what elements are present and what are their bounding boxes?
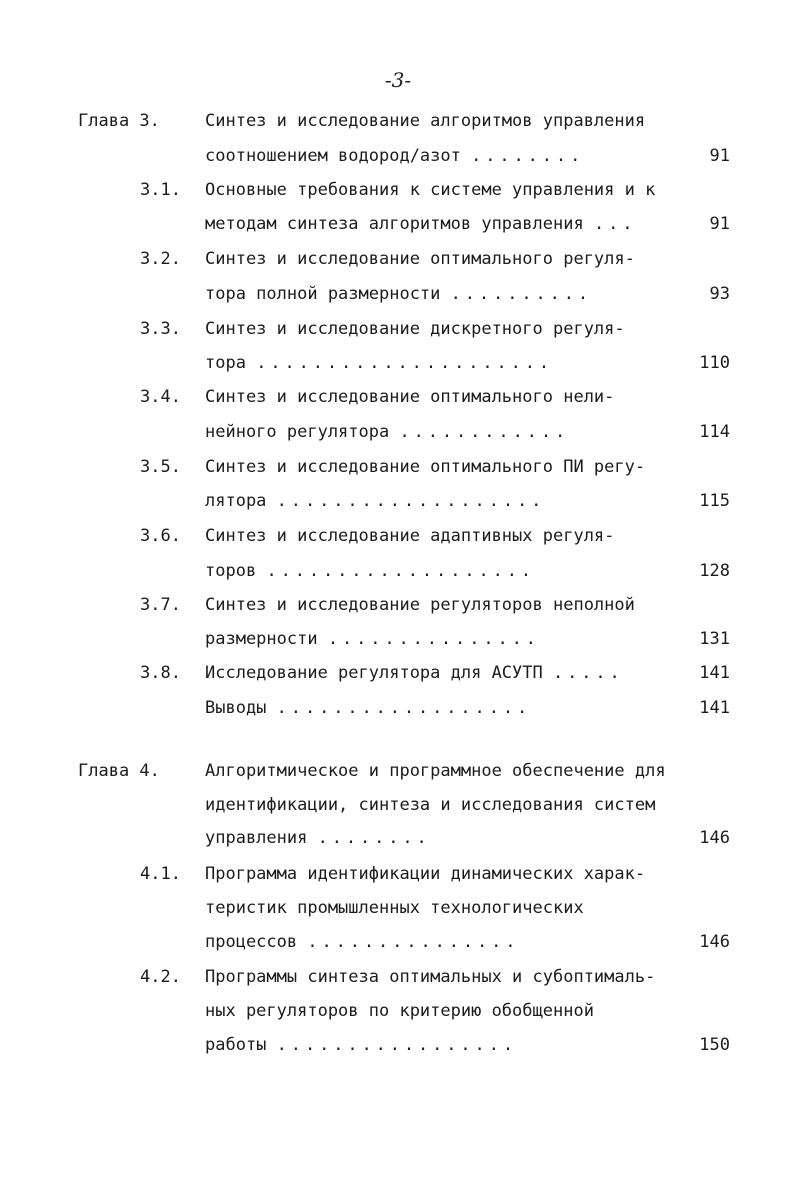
section-3-5-title-line2: лятора ................... [205, 491, 546, 511]
section-3-5-title-line1: Синтез и исследование оптимального ПИ регу- [205, 457, 646, 477]
page-number: -3- [384, 68, 412, 92]
section-4-1-number: 4.1. [140, 864, 181, 884]
section-3-7-title-line2: размерности ............... [205, 629, 540, 649]
section-3-4-number: 3.4. [140, 387, 181, 407]
section-3-1-page: 91 [709, 214, 730, 234]
section-4-1-title-line2: теристик промышленных технологических [205, 898, 584, 918]
chapter-3-title-line1: Синтез и исследование алгоритмов управления [205, 111, 646, 131]
chapter-3-label: Глава 3. [78, 111, 160, 131]
section-4-1-title-line1: Программа идентификации динамических харак- [205, 864, 646, 884]
chapter-3-title-line2: соотношением водород/азот ........ [205, 146, 585, 166]
conclusions-title: Выводы .................. [205, 698, 532, 718]
section-3-7-title-line1: Синтез и исследование регуляторов неполной [205, 595, 635, 615]
section-3-2-page: 93 [709, 284, 730, 304]
chapter-4-title-line3: управления ........ [205, 828, 431, 848]
section-3-4-title-line2: нейного регулятора ............ [205, 422, 570, 442]
chapter-4-title-line2: идентификации, синтеза и исследования систем [205, 795, 656, 815]
section-4-2-title-line3: работы ................. [205, 1035, 517, 1055]
section-3-1-title-line2: методам синтеза алгоритмов управления ... [205, 214, 637, 234]
section-3-3-page: 110 [699, 353, 730, 373]
section-3-4-page: 114 [699, 422, 730, 442]
section-3-6-title-line1: Синтез и исследование адаптивных регуля- [205, 526, 615, 546]
section-3-2-number: 3.2. [140, 249, 181, 269]
conclusions-page: 141 [699, 698, 730, 718]
section-3-3-title-line1: Синтез и исследование дискретного регуля- [205, 319, 625, 339]
chapter-4-page: 146 [699, 828, 730, 848]
section-3-8-number: 3.8. [140, 663, 181, 683]
section-3-1-title-line1: Основные требования к системе управления и к [205, 180, 656, 200]
section-4-2-title-line1: Программы синтеза оптимальных и субоптималь- [205, 967, 656, 987]
section-3-4-title-line1: Синтез и исследование оптимального нели- [205, 387, 615, 407]
section-3-2-title-line2: тора полной размерности .......... [205, 284, 593, 304]
section-3-7-page: 131 [699, 629, 730, 649]
section-3-2-title-line1: Синтез и исследование оптимального регуля- [205, 249, 635, 269]
section-3-7-number: 3.7. [140, 595, 181, 615]
section-3-1-number: 3.1. [140, 180, 181, 200]
section-4-2-title-line2: ных регуляторов по критерию обобщенной [205, 1001, 594, 1021]
section-3-3-title-line2: тора ..................... [205, 353, 554, 373]
section-3-8-page: 141 [699, 663, 730, 683]
section-3-6-page: 128 [699, 561, 730, 581]
section-3-5-page: 115 [699, 491, 730, 511]
section-4-1-page: 146 [699, 932, 730, 952]
section-3-5-number: 3.5. [140, 457, 181, 477]
chapter-3-page: 91 [709, 146, 730, 166]
section-4-2-page: 150 [699, 1035, 730, 1055]
chapter-4-title-line1: Алгоритмическое и программное обеспечение для [205, 761, 666, 781]
section-4-1-title-line3: процессов ............... [205, 932, 520, 952]
section-3-3-number: 3.3. [140, 319, 181, 339]
section-3-6-number: 3.6. [140, 526, 181, 546]
section-4-2-number: 4.2. [140, 967, 181, 987]
chapter-4-label: Глава 4. [78, 761, 160, 781]
section-3-8-title-line1: Исследование регулятора для АСУТП ..... [205, 663, 624, 683]
section-3-6-title-line2: торов ................... [205, 561, 535, 581]
